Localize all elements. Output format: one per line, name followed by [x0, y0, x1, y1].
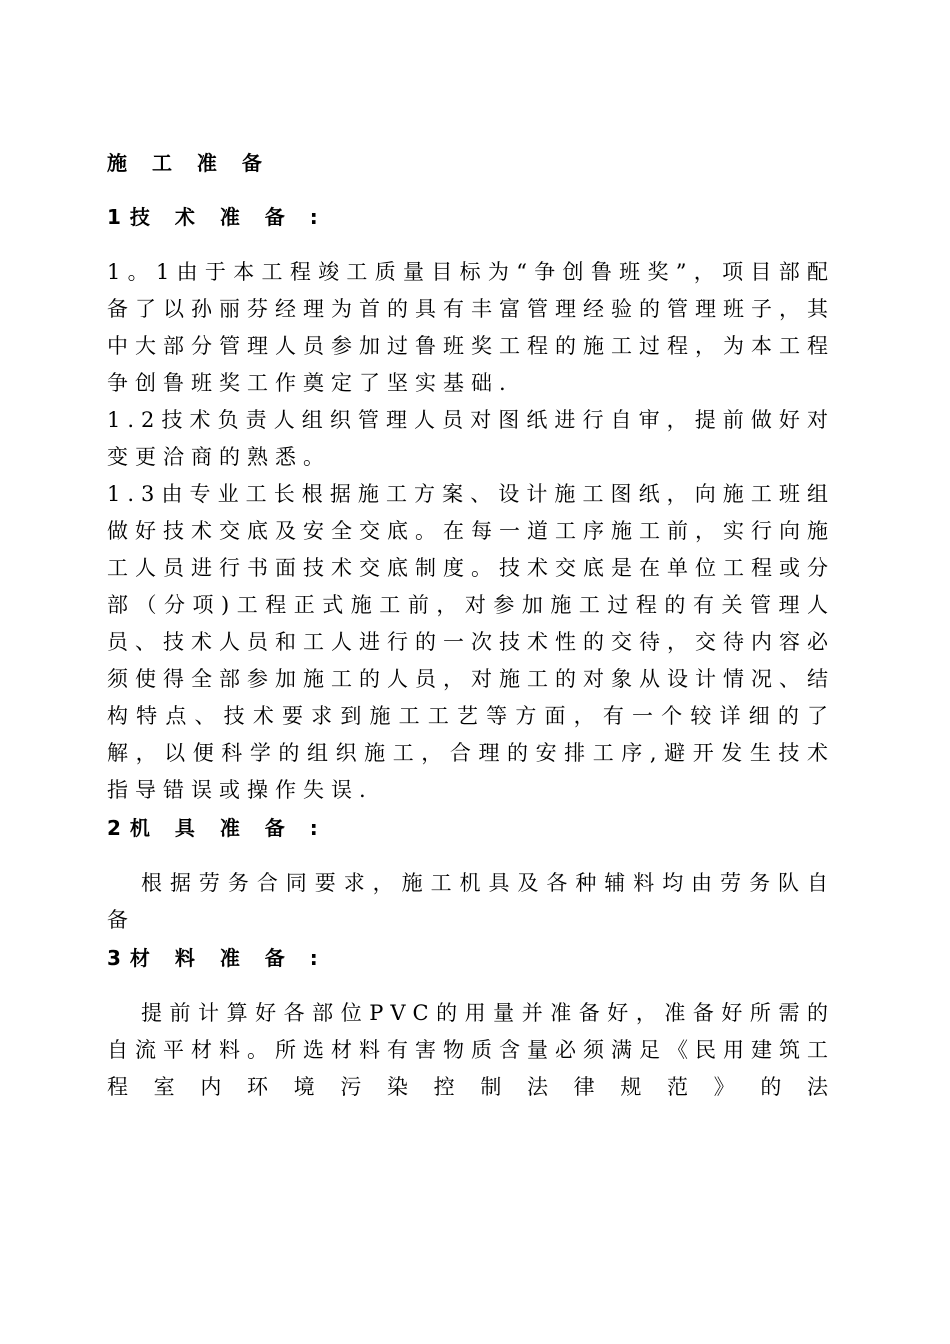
- paragraph-1-1: 1。1由于本工程竣工质量目标为“争创鲁班奖”，项目部配备了以孙丽芬经理为首的具有丰富管理经验的管理班子，其中大部分管理人员参加过鲁班奖工程的施工过程，为本工程争创鲁班奖工作奠定了坚实基础.: [107, 260, 835, 395]
- section-heading-materials: 3材 料 准 备 :: [107, 946, 327, 970]
- document-title: 施 工 准 备: [107, 151, 271, 175]
- paragraph-3: 提前计算好各部位PVC的用量并准备好，准备好所需的自流平材料。所选材料有害物质含量必须满足《民用建筑工程室内环境污染控制法律规范》的法: [107, 1001, 835, 1099]
- paragraph-1-3: 1.3由专业工长根据施工方案、设计施工图纸，向施工班组做好技术交底及安全交底。在每一道工序施工前，实行向施工人员进行书面技术交底制度。技术交底是在单位工程或分部（分项)工程正式施工前，对参加施工过程的有关管理人员、技术人员和工人进行的一次技术性的交待，交待内容必须使得全部参加施工的人员，对施工的对象从设计情况、结构特点、技术要求到施工工艺等方面，有一个较详细的了解，以便科学的组织施工，合理的安排工序,避开发生技术指导错误或操作失误.: [107, 482, 835, 802]
- document-page: [107, 150, 835, 1106]
- paragraph-2: 根据劳务合同要求，施工机具及各种辅料均由劳务队自备: [107, 871, 835, 932]
- section-heading-equipment: 2机 具 准 备 :: [107, 816, 327, 840]
- section-heading-technical: 1技 术 准 备 :: [107, 205, 327, 229]
- paragraph-1-2: 1.2技术负责人组织管理人员对图纸进行自审，提前做好对变更洽商的熟悉。: [107, 408, 835, 469]
